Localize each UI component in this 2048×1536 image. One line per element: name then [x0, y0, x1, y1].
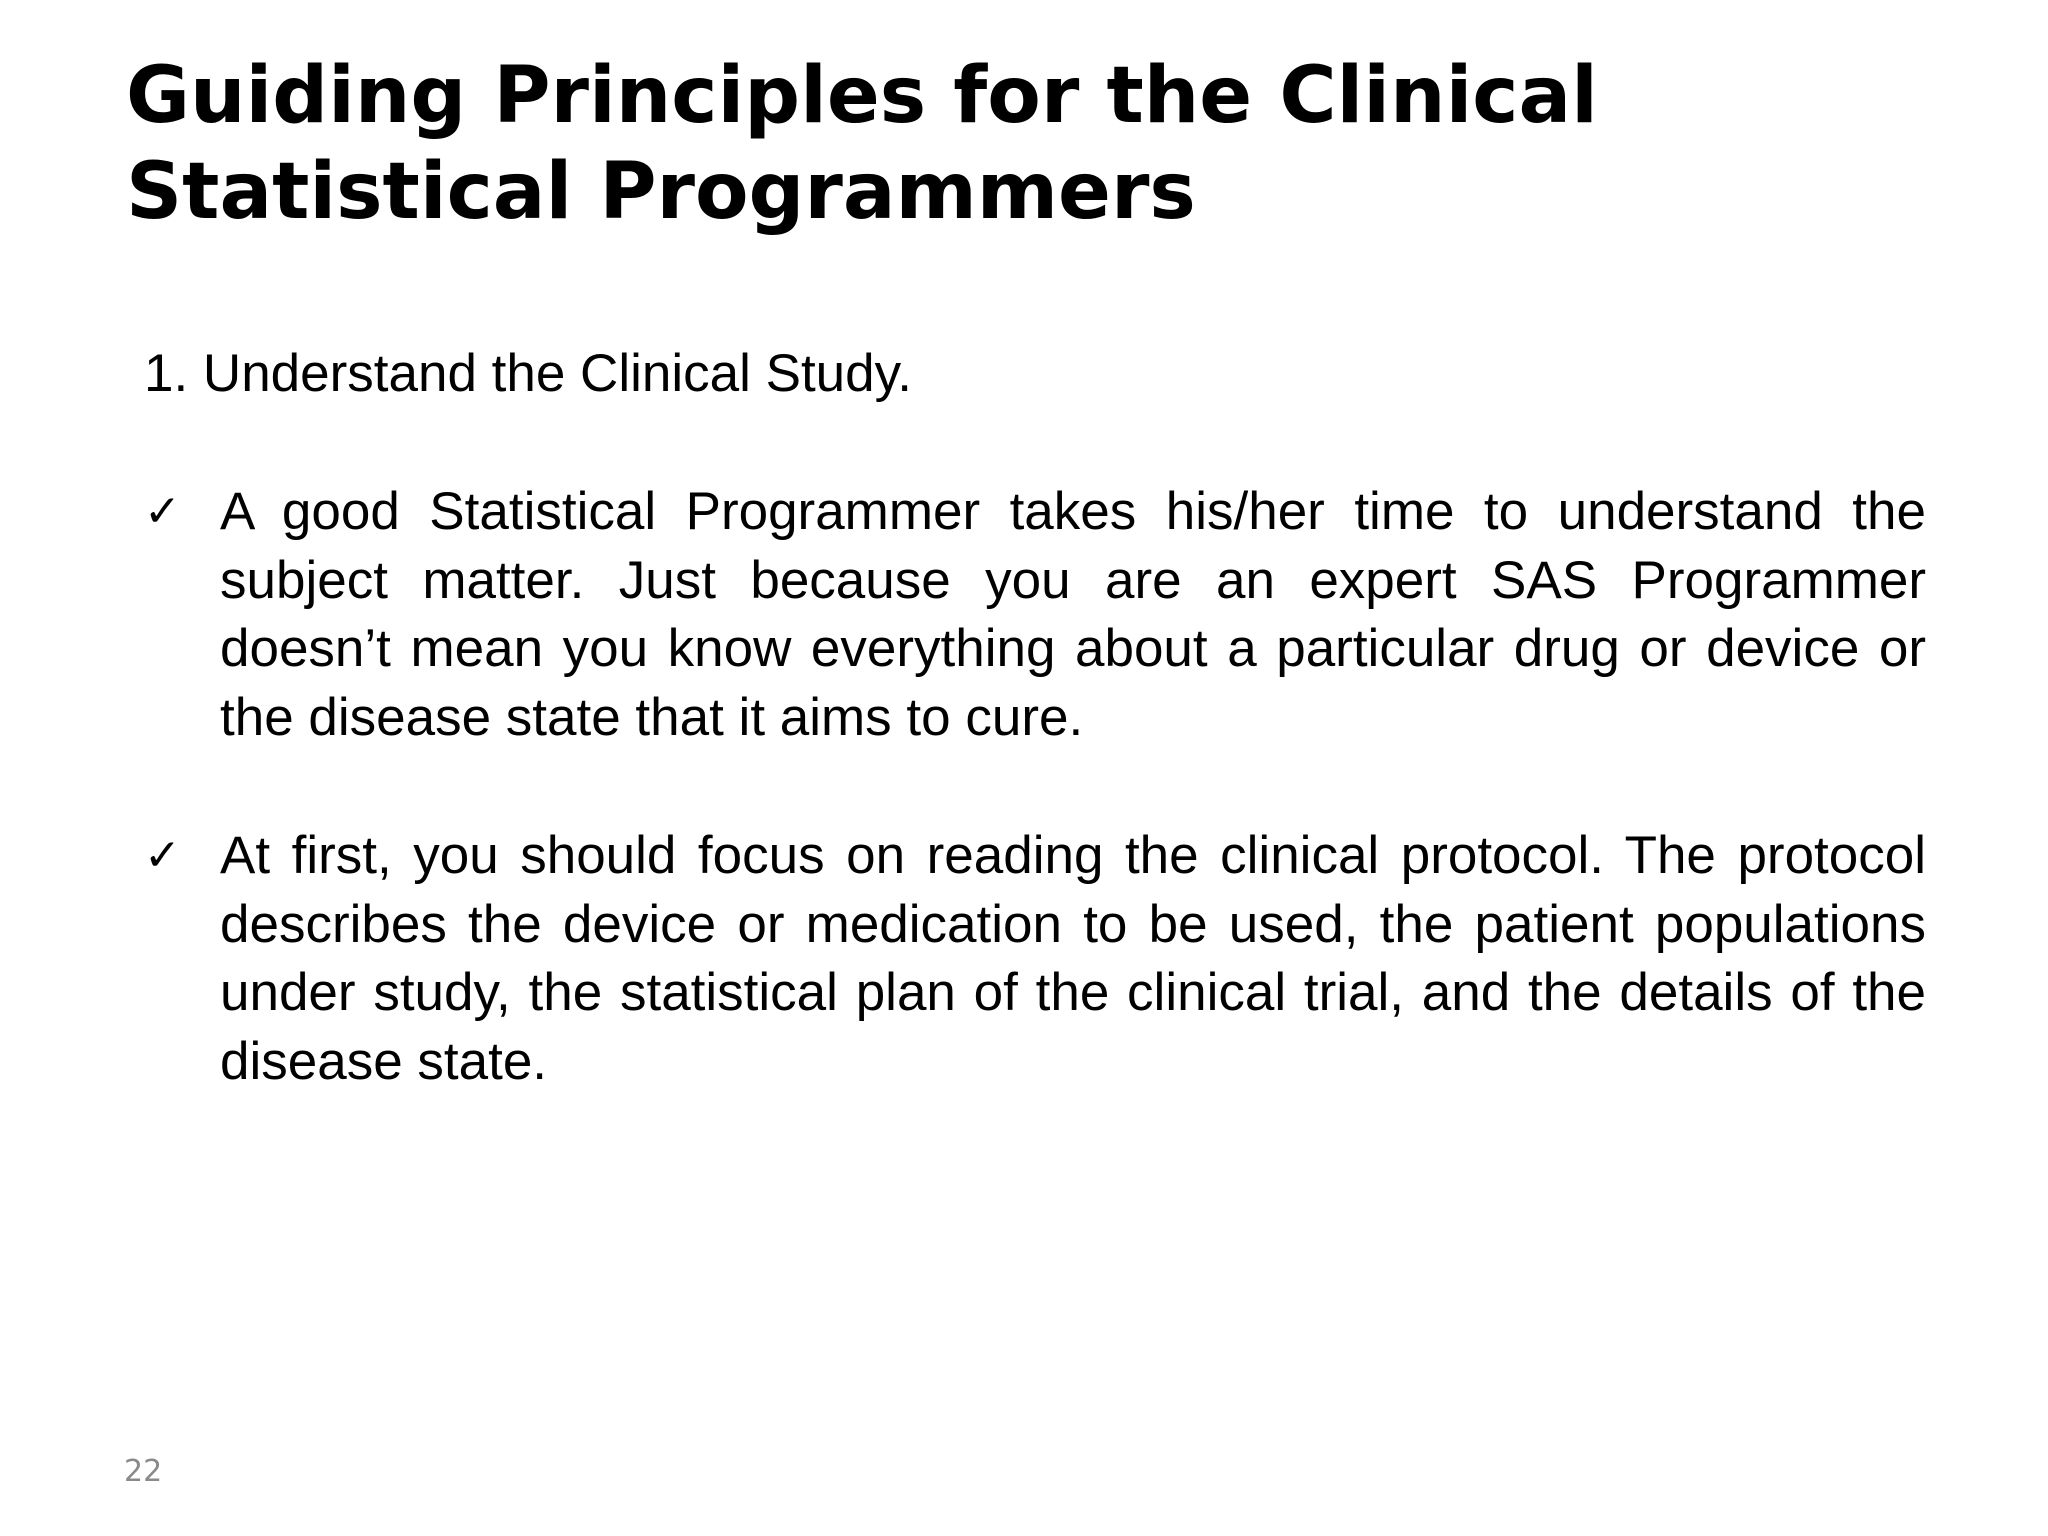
slide-title-line-1: Guiding Principles for the Clinical [126, 51, 1598, 141]
slide-title [126, 48, 1926, 240]
check-icon: ✓ [144, 486, 181, 537]
section-heading: 1. Understand the Clinical Study. [144, 344, 912, 403]
slide-title-line-2: Statistical Programmers [126, 147, 1196, 237]
bullet-text: A good Statistical Programmer takes his/her time to understand the subject matter. Just because you are an expert SAS Programmer doesn’t mean you know everything about a particular drug or device or the disease state that it aims to cure. [220, 482, 1926, 747]
bullet-text: At first, you should focus on reading the clinical protocol. The protocol describes the device or medication to be used, the patient populations under study, the statistical plan of the clinical trial, and the details of the disease state. [220, 826, 1926, 1091]
check-icon: ✓ [144, 830, 181, 881]
page-number: 22 [124, 1454, 163, 1489]
